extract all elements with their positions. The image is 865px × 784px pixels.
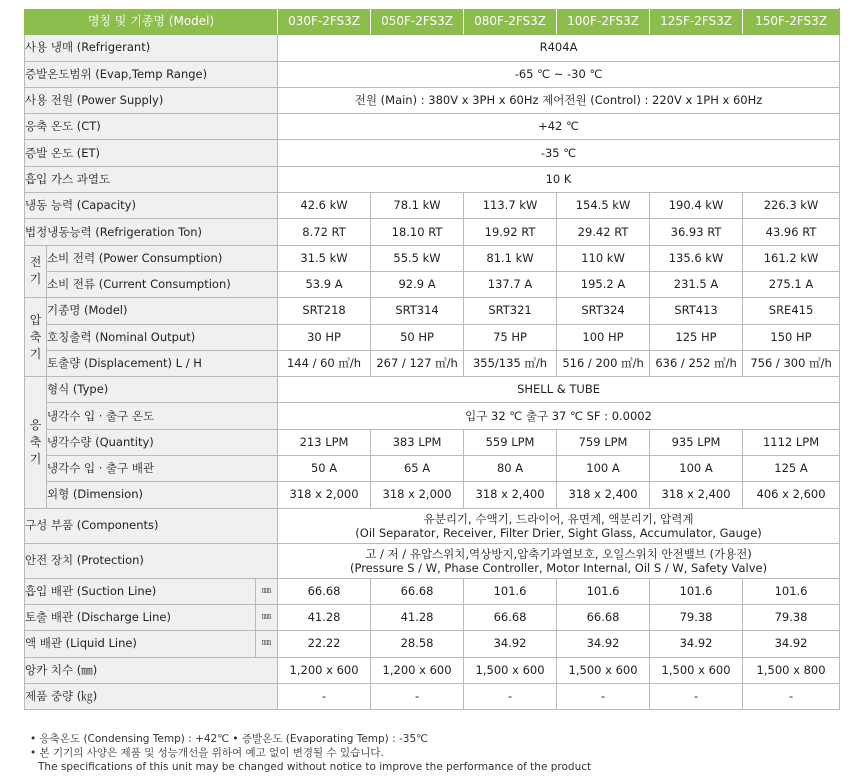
- group-label-text: 압축기: [29, 312, 42, 361]
- cell-value: 1,200 x 600: [278, 657, 371, 683]
- cell-value: 36.93 RT: [650, 219, 743, 245]
- discharge-row: [25, 604, 840, 630]
- cell-value: 516 / 200 ㎥/h: [557, 350, 650, 376]
- row-value: +42 ℃: [278, 114, 840, 140]
- cell-value: 190.4 kW: [650, 193, 743, 219]
- row-value: R404A: [278, 35, 840, 61]
- displacement-row: [25, 350, 840, 376]
- row-label: 냉각수량 (Quantity): [47, 429, 278, 455]
- cell-value: 34.92: [650, 631, 743, 657]
- row-value: -35 ℃: [278, 140, 840, 166]
- model-header: 030F-2FS3Z: [278, 9, 371, 35]
- row-label: 형식 (Type): [47, 377, 278, 403]
- cell-value: SRT321: [464, 298, 557, 324]
- row-label: 사용 전원 (Power Supply): [25, 87, 278, 113]
- superheat-row: [25, 166, 840, 192]
- cell-value: 42.6 kW: [278, 193, 371, 219]
- cell-value: 125 A: [743, 456, 840, 482]
- group-label-text: 전기: [29, 255, 42, 287]
- cell-value: 30 HP: [278, 324, 371, 350]
- row-value: [278, 508, 840, 543]
- row-label: 제품 중량 (㎏): [25, 683, 278, 709]
- note-spec-change-ko: • 본 기기의 사양은 제품 및 성능개선을 위하여 예고 없이 변경될 수 있습니다.: [30, 747, 384, 759]
- cell-value: 756 / 300 ㎥/h: [743, 350, 840, 376]
- cell-value: 101.6: [557, 578, 650, 604]
- cell-value: 78.1 kW: [371, 193, 464, 219]
- cell-value: 355/135 ㎥/h: [464, 350, 557, 376]
- row-label: 외형 (Dimension): [47, 482, 278, 508]
- row-label: 냉각수 입 · 출구 배관: [47, 456, 278, 482]
- note-spec-change-en: The specifications of this unit may be changed without notice to improve the performance of the product: [38, 761, 592, 773]
- cell-value: 41.28: [278, 604, 371, 630]
- row-label: 흡입 가스 과열도: [25, 166, 278, 192]
- cell-value: 137.7 A: [464, 271, 557, 297]
- model-header: 080F-2FS3Z: [464, 9, 557, 35]
- cell-value: 110 kW: [557, 245, 650, 271]
- row-value: 입구 32 ℃ 출구 37 ℃ SF : 0.0002: [278, 403, 840, 429]
- cell-value: 34.92: [743, 631, 840, 657]
- row-label: 법정냉동능력 (Refrigeration Ton): [25, 219, 278, 245]
- row-label: 사용 냉매 (Refrigerant): [25, 35, 278, 61]
- components-row: [25, 508, 840, 543]
- cell-value: 81.1 kW: [464, 245, 557, 271]
- cell-value: 231.5 A: [650, 271, 743, 297]
- note-temps: • 응축온도 (Condensing Temp) : +42℃ • 증발온도 (Evaporating Temp) : -35℃: [30, 733, 428, 745]
- cell-value: 50 HP: [371, 324, 464, 350]
- cell-value: SRT314: [371, 298, 464, 324]
- group-label-compressor: [25, 298, 47, 377]
- row-label: 액 배관 (Liquid Line): [25, 631, 256, 657]
- cell-value: 1,500 x 600: [557, 657, 650, 683]
- cell-value: SRE415: [743, 298, 840, 324]
- header-title: 명칭 및 기종명 (Model): [25, 9, 278, 35]
- cell-value: -: [278, 683, 371, 709]
- cell-value: 213 LPM: [278, 429, 371, 455]
- cell-value: -: [557, 683, 650, 709]
- cooling_temp-row: [25, 403, 840, 429]
- model-header: 100F-2FS3Z: [557, 9, 650, 35]
- row-label: 안전 장치 (Protection): [25, 543, 278, 578]
- spec-table: [24, 8, 840, 710]
- cell-value: 195.2 A: [557, 271, 650, 297]
- cell-value: 226.3 kW: [743, 193, 840, 219]
- anchor-row: [25, 657, 840, 683]
- cell-value: 55.5 kW: [371, 245, 464, 271]
- cell-value: 41.28: [371, 604, 464, 630]
- row-label: 증발 온도 (ET): [25, 140, 278, 166]
- row-label: 토출량 (Displacement) L / H: [47, 350, 278, 376]
- nominal_output-row: [25, 324, 840, 350]
- cell-value: 144 / 60 ㎥/h: [278, 350, 371, 376]
- cell-value: 66.68: [464, 604, 557, 630]
- cell-value: 154.5 kW: [557, 193, 650, 219]
- group-label-electric: [25, 245, 47, 298]
- row-label: 증발온도범위 (Evap,Temp Range): [25, 61, 278, 87]
- cell-value: 50 A: [278, 456, 371, 482]
- row-label: 구성 부품 (Components): [25, 508, 278, 543]
- value-line-ko: 유분리기, 수액기, 드라이어, 유면계, 액분리기, 압력계: [423, 511, 694, 526]
- row-value: 10 K: [278, 166, 840, 192]
- cell-value: 318 x 2,400: [650, 482, 743, 508]
- row-label: 소비 전류 (Current Consumption): [47, 271, 278, 297]
- cell-value: 318 x 2,000: [278, 482, 371, 508]
- cell-value: SRT324: [557, 298, 650, 324]
- current_cons-row: [25, 271, 840, 297]
- cell-value: 92.9 A: [371, 271, 464, 297]
- header-row: [25, 9, 840, 35]
- cell-value: 1,500 x 800: [743, 657, 840, 683]
- cell-value: 935 LPM: [650, 429, 743, 455]
- row-label: 호칭출력 (Nominal Output): [47, 324, 278, 350]
- cond_type-row: [25, 377, 840, 403]
- row-label: 흡입 배관 (Suction Line): [25, 578, 256, 604]
- cell-value: 150 HP: [743, 324, 840, 350]
- cell-value: 75 HP: [464, 324, 557, 350]
- cell-value: 79.38: [650, 604, 743, 630]
- row-label: 토출 배관 (Discharge Line): [25, 604, 256, 630]
- cell-value: 275.1 A: [743, 271, 840, 297]
- cell-value: 559 LPM: [464, 429, 557, 455]
- liquid-row: [25, 631, 840, 657]
- cell-value: 66.68: [371, 578, 464, 604]
- refrigerant-row: [25, 35, 840, 61]
- unit-label: ㎜: [256, 604, 278, 630]
- capacity-row: [25, 193, 840, 219]
- cell-value: 113.7 kW: [464, 193, 557, 219]
- cell-value: 29.42 RT: [557, 219, 650, 245]
- cell-value: 135.6 kW: [650, 245, 743, 271]
- row-label: 냉각수 입 · 출구 온도: [47, 403, 278, 429]
- cell-value: 31.5 kW: [278, 245, 371, 271]
- cell-value: 100 HP: [557, 324, 650, 350]
- model-header: 125F-2FS3Z: [650, 9, 743, 35]
- cell-value: 1,200 x 600: [371, 657, 464, 683]
- cell-value: 100 A: [557, 456, 650, 482]
- cell-value: 101.6: [743, 578, 840, 604]
- cell-value: 18.10 RT: [371, 219, 464, 245]
- unit-label: ㎜: [256, 631, 278, 657]
- row-label: 냉동 능력 (Capacity): [25, 193, 278, 219]
- cell-value: 759 LPM: [557, 429, 650, 455]
- protection-row: [25, 543, 840, 578]
- unit-label: ㎜: [256, 578, 278, 604]
- cell-value: -: [371, 683, 464, 709]
- cell-value: SRT218: [278, 298, 371, 324]
- model-header: 150F-2FS3Z: [743, 9, 840, 35]
- row-value: SHELL & TUBE: [278, 377, 840, 403]
- cell-value: 101.6: [650, 578, 743, 604]
- cell-value: 1112 LPM: [743, 429, 840, 455]
- row-label: 기종명 (Model): [47, 298, 278, 324]
- cell-value: 636 / 252 ㎥/h: [650, 350, 743, 376]
- cell-value: 1,500 x 600: [650, 657, 743, 683]
- power_cons-row: [25, 245, 840, 271]
- cell-value: 79.38: [743, 604, 840, 630]
- cell-value: 34.92: [464, 631, 557, 657]
- cell-value: 383 LPM: [371, 429, 464, 455]
- cell-value: 1,500 x 600: [464, 657, 557, 683]
- cell-value: 66.68: [278, 578, 371, 604]
- cell-value: 43.96 RT: [743, 219, 840, 245]
- cell-value: 318 x 2,400: [557, 482, 650, 508]
- cell-value: 318 x 2,400: [464, 482, 557, 508]
- model-header: 050F-2FS3Z: [371, 9, 464, 35]
- cell-value: 8.72 RT: [278, 219, 371, 245]
- cell-value: 28.58: [371, 631, 464, 657]
- group-label-condenser: [25, 377, 47, 508]
- row-value: -65 ℃ ~ -30 ℃: [278, 61, 840, 87]
- cell-value: 19.92 RT: [464, 219, 557, 245]
- cell-value: 267 / 127 ㎥/h: [371, 350, 464, 376]
- ct-row: [25, 114, 840, 140]
- cell-value: -: [464, 683, 557, 709]
- weight-row: [25, 683, 840, 709]
- row-value: 전원 (Main) : 380V x 3PH x 60Hz 제어전원 (Control) : 220V x 1PH x 60Hz: [278, 87, 840, 113]
- cell-value: 318 x 2,000: [371, 482, 464, 508]
- group-label-text: 응축기: [29, 417, 42, 466]
- cell-value: SRT413: [650, 298, 743, 324]
- cell-value: 65 A: [371, 456, 464, 482]
- cooling_qty-row: [25, 429, 840, 455]
- cell-value: 80 A: [464, 456, 557, 482]
- cell-value: -: [650, 683, 743, 709]
- cell-value: 161.2 kW: [743, 245, 840, 271]
- row-label: 소비 전력 (Power Consumption): [47, 245, 278, 271]
- cell-value: 125 HP: [650, 324, 743, 350]
- value-line-en: (Pressure S / W, Phase Controller, Motor Internal, Oil S / W, Safety Valve): [349, 560, 768, 575]
- cell-value: 100 A: [650, 456, 743, 482]
- ref_ton-row: [25, 219, 840, 245]
- cell-value: 406 x 2,600: [743, 482, 840, 508]
- power_supply-row: [25, 87, 840, 113]
- cell-value: -: [743, 683, 840, 709]
- comp_model-row: [25, 298, 840, 324]
- footnotes: [30, 732, 591, 774]
- et-row: [25, 140, 840, 166]
- cooling_pipe-row: [25, 456, 840, 482]
- row-label: 앙카 치수 (㎜): [25, 657, 278, 683]
- cell-value: 34.92: [557, 631, 650, 657]
- cell-value: 22.22: [278, 631, 371, 657]
- cell-value: 66.68: [557, 604, 650, 630]
- row-label: 응축 온도 (CT): [25, 114, 278, 140]
- evap_range-row: [25, 61, 840, 87]
- dimension-row: [25, 482, 840, 508]
- cell-value: 101.6: [464, 578, 557, 604]
- suction-row: [25, 578, 840, 604]
- value-line-ko: 고 / 저 / 유압스위치,역상방지,압축기과열보호, 오일스위치 안전밸브 (가용전): [365, 546, 752, 561]
- row-value: [278, 543, 840, 578]
- cell-value: 53.9 A: [278, 271, 371, 297]
- value-line-en: (Oil Separator, Receiver, Filter Drier, Sight Glass, Accumulator, Gauge): [355, 525, 762, 540]
